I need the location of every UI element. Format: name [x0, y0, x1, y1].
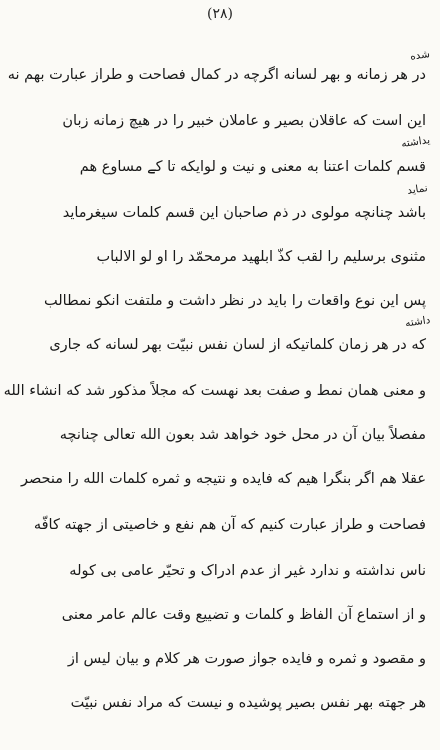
interlinear-note: یداشته	[400, 134, 431, 150]
text-line: باشد چنانچه مولوی در ذم صاحبان این قسم کلمات سیغرماید	[62, 205, 426, 221]
interlinear-note: داشته	[404, 314, 431, 330]
text-line: و مقصود و ثمره و فایده جواز صورت هر کلام و بیان لیس از	[67, 651, 426, 667]
text-line: و از استماع آن الفاظ و کلمات و تضییع وقت عالم عامر معنی	[61, 607, 426, 623]
text-line: این است که عاقلان بصیر و عاملان خبیر را در هیچ زمانه زبان	[62, 113, 426, 129]
interlinear-note: نماید	[406, 182, 429, 197]
text-line: و معنی همان نمط و صفت بعد نهست که مجلاً مذکور شد که انشاء الله	[3, 383, 426, 399]
text-line: پس این نوع واقعات را باید در نظر داشت و ملتفت انکو نمطالب	[44, 293, 426, 309]
interlinear-note: شده	[409, 48, 431, 63]
text-line: مفصلاً بیان آن در محل خود خواهد شد بعون الله تعالی چنانچه	[59, 427, 426, 443]
text-line: هر جهته بهر نفس بصیر پوشیده و نیست که مراد نفس نبیّت	[70, 695, 426, 711]
text-line: قسم کلمات اعتنا به معنی و نیت و لوایکه تا کے مساوع هم	[79, 159, 426, 175]
text-block	[3, 48, 431, 744]
page-number: (۲۸)	[207, 6, 233, 22]
text-line: ناس نداشته و ندارد غیر از عدم ادراک و تحیّر عامی بی کوله	[69, 563, 426, 579]
text-line: در هر زمانه و بهر لسانه اگرچه در کمال فصاحت و طراز عبارت بهم نه	[7, 67, 426, 83]
text-line: که در هر زمان کلماتیکه از لسان نفس نبیّت بهر لسانه که جاری	[49, 337, 426, 353]
text-line: عقلا هم اگر بنگرا هیم که فایده و نتیجه و ثمره کلمات الله را منحصر	[20, 471, 426, 487]
text-line: فصاحت و طراز عبارت کنیم که آن هم نفع و خاصیتی از جهته کافّه	[33, 517, 426, 533]
text-line: مثنوی برسلیم را لقب کذّ ابلهید مرمحمّد را او لو الالباب	[96, 249, 426, 265]
